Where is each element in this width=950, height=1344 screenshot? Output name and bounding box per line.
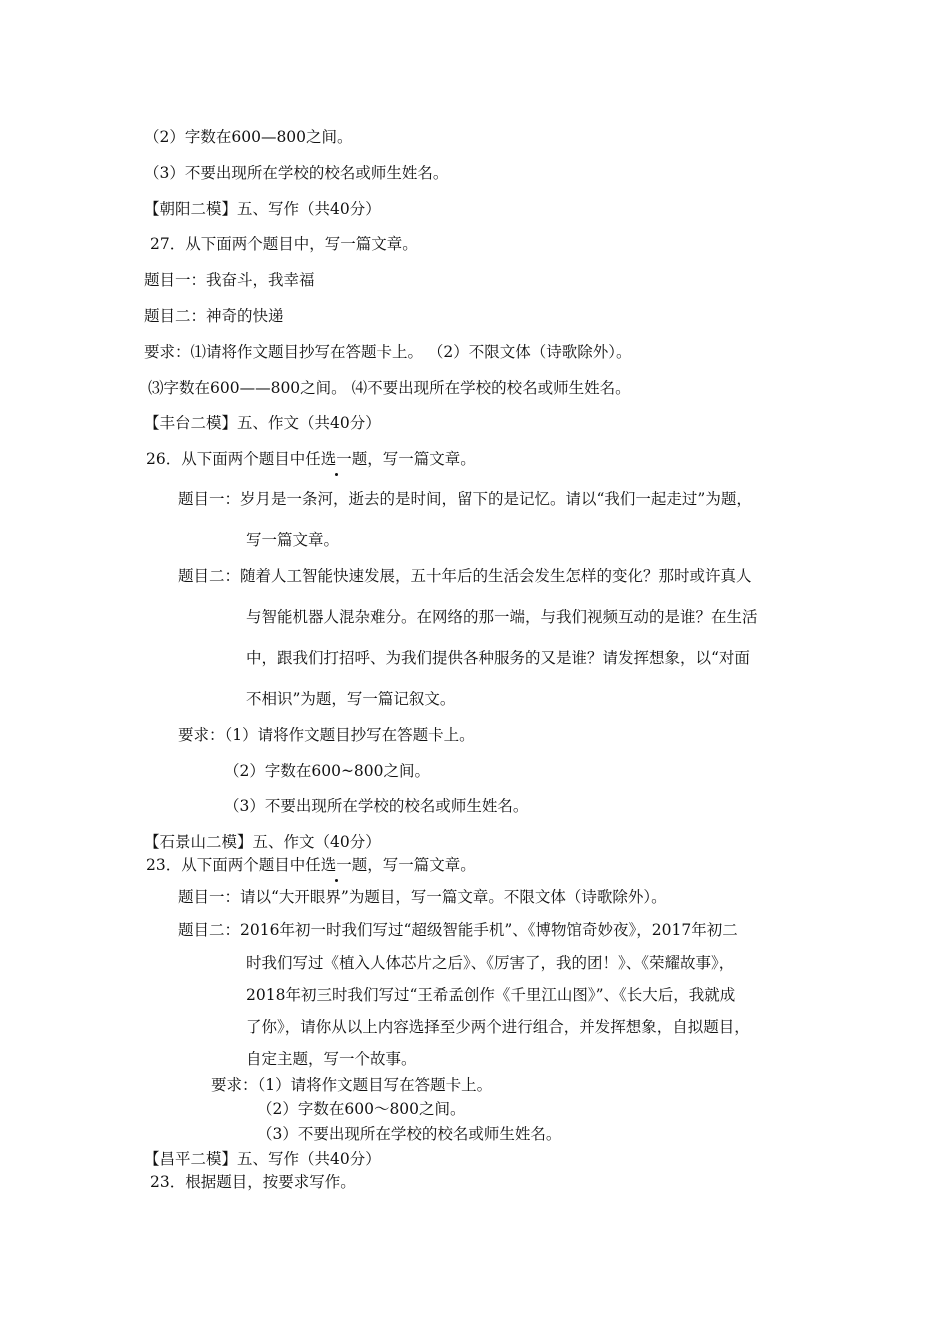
- requirement-line: （2）字数在600～800之间。: [257, 1100, 466, 1118]
- requirement-line: （3）不要出现所在学校的校名或师生姓名。: [144, 164, 449, 182]
- requirement-line: （3）不要出现所在学校的校名或师生姓名。: [224, 797, 529, 815]
- topic-line: 写一篇文章。: [246, 531, 340, 549]
- section-heading: 【朝阳二模】五、写作（共40分）: [144, 200, 381, 218]
- requirement-line: 要求：（1）请将作文题目写在答题卡上。: [211, 1076, 493, 1094]
- requirement-line: 要求：⑴请将作文题目抄写在答题卡上。 （2）不限文体（诗歌除外）。: [144, 343, 632, 361]
- topic-line: 题目一：我奋斗，我幸福: [144, 271, 315, 289]
- question-text: 23．从下面两个题目中: [146, 856, 306, 874]
- topic-line: 不相识”为题，写一篇记叙文。: [246, 690, 456, 708]
- topic-line: 时我们写过《植入人体芯片之后》、《厉害了，我的团！》、《荣耀故事》，: [246, 954, 735, 972]
- topic-line: 题目一：请以“大开眼界”为题目，写一篇文章。不限文体（诗歌除外）。: [178, 888, 667, 906]
- section-heading: 【昌平二模】五、写作（共40分）: [144, 1150, 381, 1168]
- topic-line: 题目二：2016年初一时我们写过“超级智能手机”、《博物馆奇妙夜》，2017年初二: [178, 921, 738, 939]
- requirement-line: ⑶字数在600——800之间。 ⑷不要出现所在学校的校名或师生姓名。: [148, 379, 631, 397]
- emphasis-text: 任选一题: [305, 450, 368, 468]
- section-heading: 【丰台二模】五、作文（共40分）: [144, 414, 381, 432]
- section-heading: 【石景山二模】五、作文（40分）: [144, 833, 381, 851]
- topic-line: 题目一：岁月是一条河，逝去的是时间，留下的是记忆。请以“我们一起走过”为题，: [178, 490, 752, 508]
- topic-line: 题目二：神奇的快递: [144, 307, 284, 325]
- emphasis-text: 任选一题: [305, 856, 368, 874]
- requirement-line: （2）字数在600~800之间。: [224, 762, 431, 780]
- question-text: ，写一篇文章。: [367, 856, 476, 874]
- question-line: [146, 449, 476, 469]
- requirement-line: （2）字数在600—800之间。: [144, 128, 353, 146]
- topic-line: 2018年初三时我们写过“王希孟创作《千里江山图》”、《长大后，我就成: [246, 986, 736, 1004]
- requirement-line: 要求：（1）请将作文题目抄写在答题卡上。: [178, 726, 475, 744]
- topic-line: 了你》，请你从以上内容选择至少两个进行组合，并发挥想象，自拟题目，: [246, 1018, 750, 1036]
- topic-line: 题目二：随着人工智能快速发展，五十年后的生活会发生怎样的变化？那时或许真人: [178, 567, 752, 585]
- question-line: 23．根据题目，按要求写作。: [150, 1173, 356, 1191]
- topic-line: 与智能机器人混杂难分。在网络的那一端，与我们视频互动的是谁？在生活: [246, 608, 758, 626]
- question-line: 27．从下面两个题目中，写一篇文章。: [150, 235, 418, 253]
- question-text: 26．从下面两个题目中: [146, 450, 306, 468]
- topic-line: 自定主题，写一个故事。: [246, 1050, 417, 1068]
- topic-line: 中，跟我们打招呼、为我们提供各种服务的又是谁？请发挥想象，以“对面: [246, 649, 750, 667]
- requirement-line: （3）不要出现所在学校的校名或师生姓名。: [257, 1125, 562, 1143]
- question-text: ，写一篇文章。: [367, 450, 476, 468]
- question-line: [146, 855, 476, 875]
